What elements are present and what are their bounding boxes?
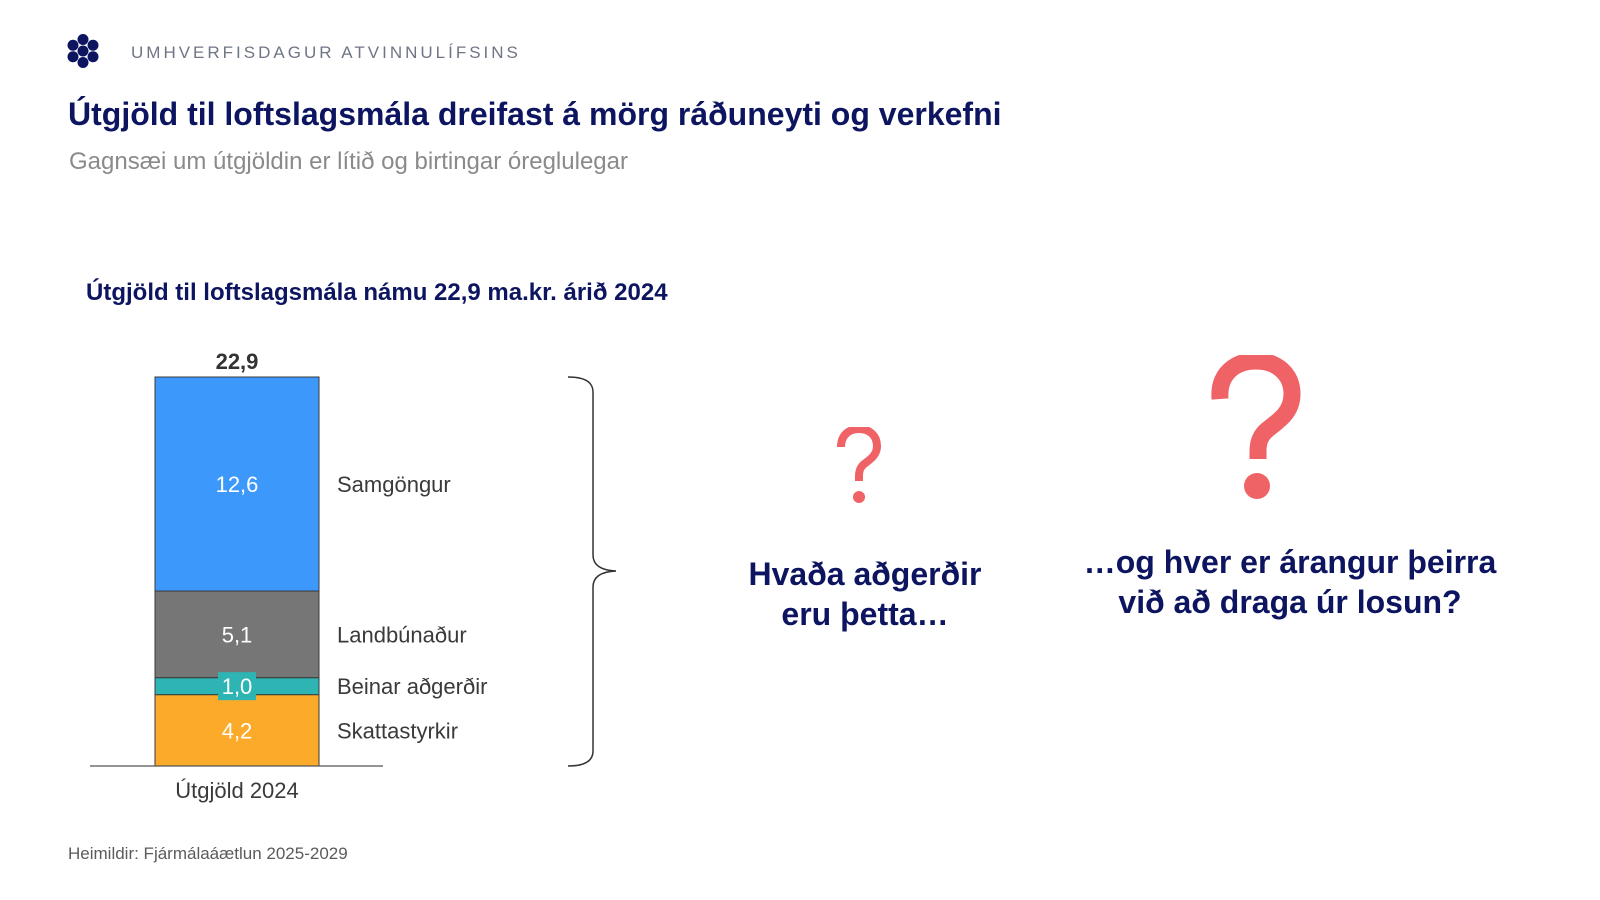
- value-label: 4,2: [221, 718, 253, 744]
- value-label: 1,0: [221, 674, 253, 700]
- question-mark-icon: [834, 427, 884, 507]
- curly-brace: [568, 377, 616, 766]
- category-label: Útgjöld 2024: [175, 778, 299, 803]
- series-label: Samgöngur: [337, 472, 451, 498]
- total-label: 22,9: [215, 349, 259, 374]
- series-label: Skattastyrkir: [337, 718, 459, 744]
- chart-title: Útgjöld til loftslagsmála námu 22,9 ma.kr. árið 2024: [86, 279, 668, 306]
- question-results: …og hver er árangur þeirra við að draga úr losun?: [1083, 544, 1497, 620]
- value-label: 5,1: [221, 622, 253, 648]
- brand-name: UMHVERFISDAGUR ATVINNULÍFSINS: [131, 43, 521, 62]
- series-label: Landbúnaður: [337, 622, 467, 648]
- question-mark-icon: [1206, 355, 1306, 505]
- source-note: Heimildir: Fjármálaáætlun 2025-2029: [68, 844, 348, 863]
- page-subtitle: Gagnsæi um útgjöldin er lítið og birtingar óreglulegar: [69, 148, 628, 175]
- series-label: Beinar aðgerðir: [337, 674, 488, 700]
- question-actions: Hvaða aðgerðir eru þetta…: [748, 556, 982, 632]
- page-title: Útgjöld til loftslagsmála dreifast á mörg ráðuneyti og verkefni: [68, 96, 1002, 132]
- value-label: 12,6: [215, 472, 259, 498]
